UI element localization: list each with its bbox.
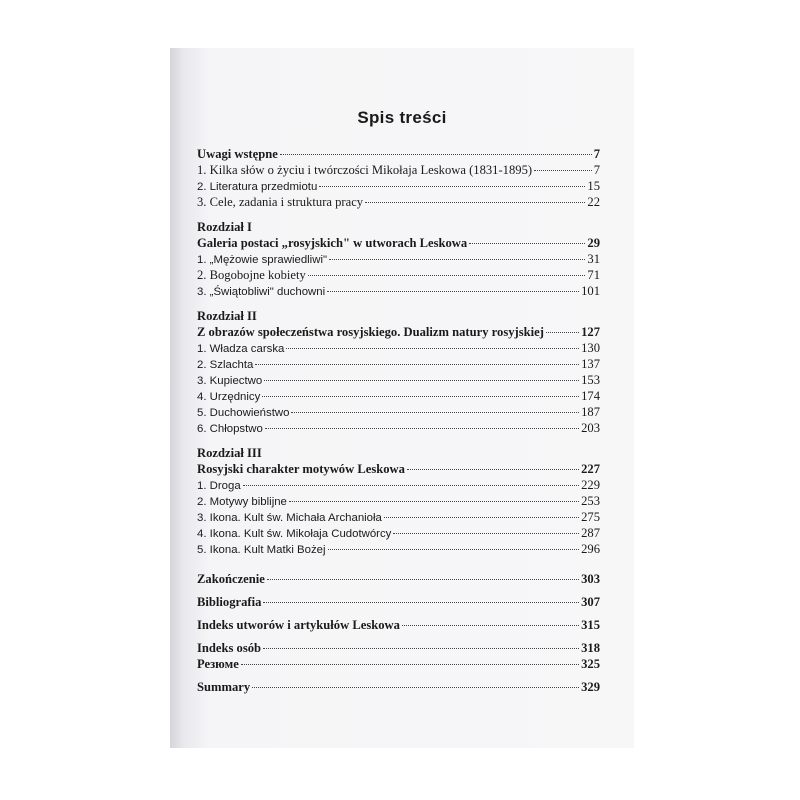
toc-entry — [197, 509, 600, 525]
spacer — [197, 672, 600, 679]
dot-leader — [328, 549, 580, 550]
dot-leader — [280, 154, 592, 155]
toc-entry-title: Bibliografia — [197, 595, 262, 609]
toc-page-number: 325 — [581, 657, 600, 671]
chapter-label: Rozdział I — [197, 220, 252, 234]
toc-section-intro — [197, 146, 600, 162]
dot-leader — [329, 259, 585, 260]
toc-page-number: 229 — [581, 478, 600, 492]
toc-closing-entry — [197, 679, 600, 695]
toc-page-number: 101 — [581, 284, 600, 298]
toc-entry — [197, 194, 600, 210]
dot-leader — [267, 579, 579, 580]
toc-page-number: 31 — [587, 252, 600, 266]
chapter-title — [197, 324, 600, 340]
toc-page-number: 303 — [581, 572, 600, 586]
dot-leader — [243, 485, 579, 486]
spacer — [197, 436, 600, 445]
toc-page-number: 187 — [581, 405, 600, 419]
dot-leader — [546, 332, 579, 333]
toc-entry — [197, 404, 600, 420]
dot-leader — [263, 648, 579, 649]
toc-entry-title: Rosyjski charakter motywów Leskowa — [197, 462, 405, 476]
dot-leader — [264, 380, 579, 381]
dot-leader — [291, 412, 579, 413]
toc-entry-title: Summary — [197, 680, 251, 694]
toc-entry-title: Zakończenie — [197, 572, 265, 586]
toc-entry-title: 3. Cele, zadania i struktura pracy — [197, 195, 364, 209]
toc-page-number: 137 — [581, 357, 600, 371]
dot-leader — [365, 202, 585, 203]
toc-entry-title: 5. Duchowieństwo — [197, 407, 290, 419]
toc-entry — [197, 267, 600, 283]
toc-entry-title: 1. Droga — [197, 480, 241, 492]
toc-page-number: 307 — [581, 595, 600, 609]
spacer — [197, 210, 600, 219]
toc-entry — [197, 420, 600, 436]
dot-leader — [327, 291, 579, 292]
toc-page-number: 329 — [581, 680, 600, 694]
toc-entry — [197, 372, 600, 388]
toc-page-number: 71 — [587, 268, 600, 282]
toc-entry — [197, 525, 600, 541]
toc-page-number: 275 — [581, 510, 600, 524]
dot-leader — [393, 533, 579, 534]
toc-entry — [197, 477, 600, 493]
dot-leader — [286, 348, 579, 349]
spacer — [197, 299, 600, 308]
dot-leader — [255, 364, 579, 365]
toc-page-number: 29 — [587, 236, 600, 250]
toc-entry-title: 2. Bogobojne kobiety — [197, 268, 306, 282]
toc-entry — [197, 178, 600, 194]
toc-entry-title: 2. Motywy biblijne — [197, 496, 287, 508]
chapter-label: Rozdział III — [197, 446, 262, 460]
toc-page-number: 15 — [587, 179, 600, 193]
toc-page-number: 22 — [587, 195, 600, 209]
toc-entry-title: 1. Kilka słów o życiu i twórczości Mikołaja Leskowa (1831-1895) — [197, 163, 533, 177]
toc-entry — [197, 356, 600, 372]
toc-page-number: 203 — [581, 421, 600, 435]
toc-entry — [197, 162, 600, 178]
dot-leader — [407, 469, 579, 470]
dot-leader — [262, 396, 579, 397]
toc-entry — [197, 340, 600, 356]
toc-page-number: 174 — [581, 389, 600, 403]
toc-entry-title: Indeks utworów i artykułów Leskowa — [197, 618, 400, 632]
toc-entry-title: Z obrazów społeczeństwa rosyjskiego. Dualizm natury rosyjskiej — [197, 325, 544, 339]
toc-page-number: 7 — [593, 163, 600, 177]
toc-entry-title: 1. Władza carska — [197, 343, 285, 355]
toc-closing-entry — [197, 617, 600, 633]
toc-entry — [197, 251, 600, 267]
toc-page-number: 315 — [581, 618, 600, 632]
toc-entry-title: 3. Kupiectwo — [197, 375, 263, 387]
toc-entry-title: 1. „Mężowie sprawiedliwi" — [197, 254, 328, 266]
toc-entry — [197, 493, 600, 509]
toc-page-number: 7 — [593, 147, 600, 161]
toc-page-number: 253 — [581, 494, 600, 508]
dot-leader — [402, 625, 579, 626]
toc-page-number: 287 — [581, 526, 600, 540]
dot-leader — [319, 186, 585, 187]
toc-entry-title: 6. Chłopstwo — [197, 423, 263, 435]
toc-page-number: 130 — [581, 341, 600, 355]
spacer — [197, 587, 600, 594]
toc-entry-title: 3. „Świątobliwi" duchowni — [197, 286, 326, 298]
dot-leader — [289, 501, 579, 502]
toc-entry — [197, 541, 600, 557]
toc-page-number: 127 — [581, 325, 600, 339]
book-page — [170, 48, 634, 748]
table-of-contents — [197, 146, 600, 695]
dot-leader — [265, 428, 579, 429]
dot-leader — [263, 602, 579, 603]
toc-closing-entry — [197, 571, 600, 587]
toc-entry-title: 2. Szlachta — [197, 359, 254, 371]
toc-entry-title: 3. Ikona. Kult św. Michała Archanioła — [197, 512, 382, 524]
dot-leader — [384, 517, 579, 518]
dot-leader — [469, 243, 585, 244]
toc-page-number: 153 — [581, 373, 600, 387]
toc-entry-title: Galeria postaci „rosyjskich" w utworach Leskowa — [197, 236, 468, 250]
dot-leader — [308, 275, 586, 276]
toc-entry-title: 5. Ikona. Kult Matki Bożej — [197, 544, 326, 556]
page-title: Spis treści — [357, 108, 447, 127]
toc-page-number: 296 — [581, 542, 600, 556]
toc-entry-title: Резюме — [197, 657, 239, 671]
dot-leader — [241, 664, 579, 665]
toc-entry — [197, 283, 600, 299]
chapter-title — [197, 235, 600, 251]
spacer — [197, 610, 600, 617]
chapter-title — [197, 461, 600, 477]
toc-closing-entry — [197, 656, 600, 672]
toc-closing-entry — [197, 640, 600, 656]
toc-entry-title: 4. Ikona. Kult św. Mikołaja Cudotwórcy — [197, 528, 392, 540]
dot-leader — [252, 687, 579, 688]
toc-entry-title: 2. Literatura przedmiotu — [197, 181, 318, 193]
toc-closing-entry — [197, 594, 600, 610]
toc-entry-title: Uwagi wstępne — [197, 147, 278, 161]
toc-entry — [197, 388, 600, 404]
toc-entry-title: 4. Urzędnicy — [197, 391, 261, 403]
toc-page-number: 318 — [581, 641, 600, 655]
toc-page-number: 227 — [581, 462, 600, 476]
toc-entry-title: Indeks osób — [197, 641, 262, 655]
spacer — [197, 557, 600, 571]
chapter-label: Rozdział II — [197, 309, 257, 323]
spacer — [197, 633, 600, 640]
dot-leader — [534, 170, 592, 171]
